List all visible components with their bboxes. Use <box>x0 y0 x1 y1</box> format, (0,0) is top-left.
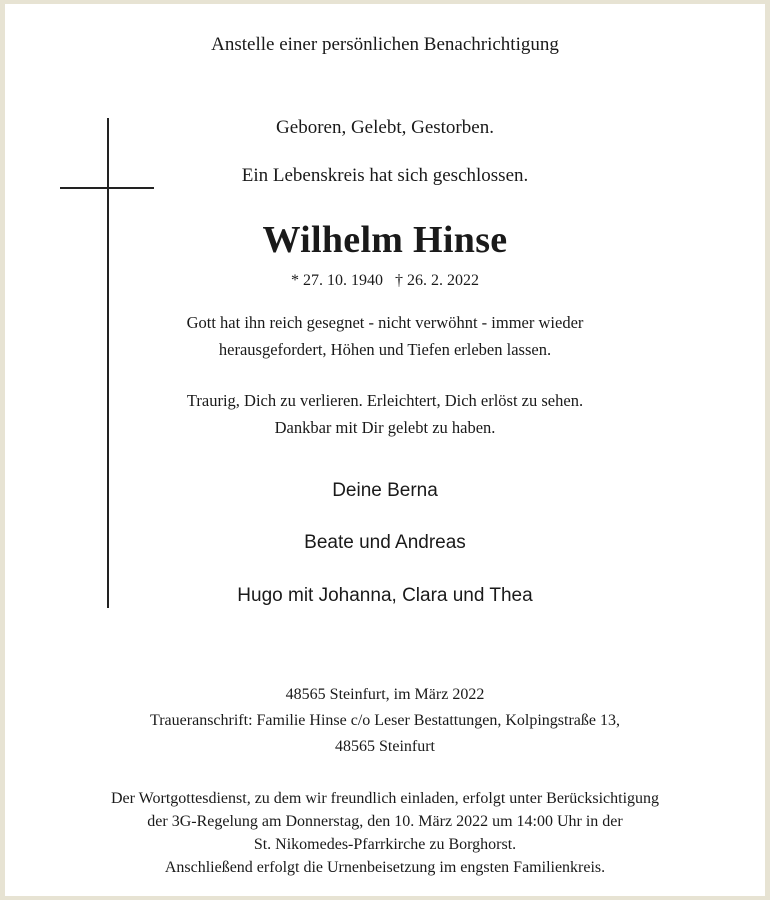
address-line-2: 48565 Steinfurt <box>335 738 435 755</box>
service-line-2: der 3G-Regelung am Donnerstag, den 10. März 2022 um 14:00 Uhr in der <box>147 813 623 830</box>
cross-icon-horizontal <box>60 187 154 189</box>
life-dates: * 27. 10. 1940 † 26. 2. 2022 <box>291 272 479 289</box>
mourner-3: Hugo mit Johanna, Clara und Thea <box>237 585 533 606</box>
quote-2-line-2: Dankbar mit Dir gelebt zu haben. <box>274 418 496 437</box>
mourner-2: Beate und Andreas <box>304 532 466 553</box>
quote-2-line-1: Traurig, Dich zu verlieren. Erleichtert, Dich erlöst zu sehen. <box>186 391 584 410</box>
address-line-1: Traueranschrift: Familie Hinse c/o Leser Bestattungen, Kolpingstraße 13, <box>150 712 620 729</box>
mourner-1: Deine Berna <box>332 480 438 501</box>
quote-1-line-2: herausgefordert, Höhen und Tiefen erleben lassen. <box>218 340 552 359</box>
deceased-name: Wilhelm Hinse <box>262 219 508 261</box>
verse-line-1: Geboren, Gelebt, Gestorben. <box>276 117 494 138</box>
service-line-4: Anschließend erfolgt die Urnenbeisetzung im engsten Familienkreis. <box>164 859 606 876</box>
service-line-1: Der Wortgottesdienst, zu dem wir freundlich einladen, erfolgt unter Berücksichtigung <box>110 790 660 807</box>
obituary-card <box>5 4 765 896</box>
verse-line-2: Ein Lebenskreis hat sich geschlossen. <box>241 165 529 186</box>
intro-line: Anstelle einer persönlichen Benachrichtigung <box>211 34 559 55</box>
service-line-3: St. Nikomedes-Pfarrkirche zu Borghorst. <box>253 836 517 853</box>
place-date: 48565 Steinfurt, im März 2022 <box>285 686 485 703</box>
quote-1-line-1: Gott hat ihn reich gesegnet - nicht verwöhnt - immer wieder <box>186 313 584 332</box>
